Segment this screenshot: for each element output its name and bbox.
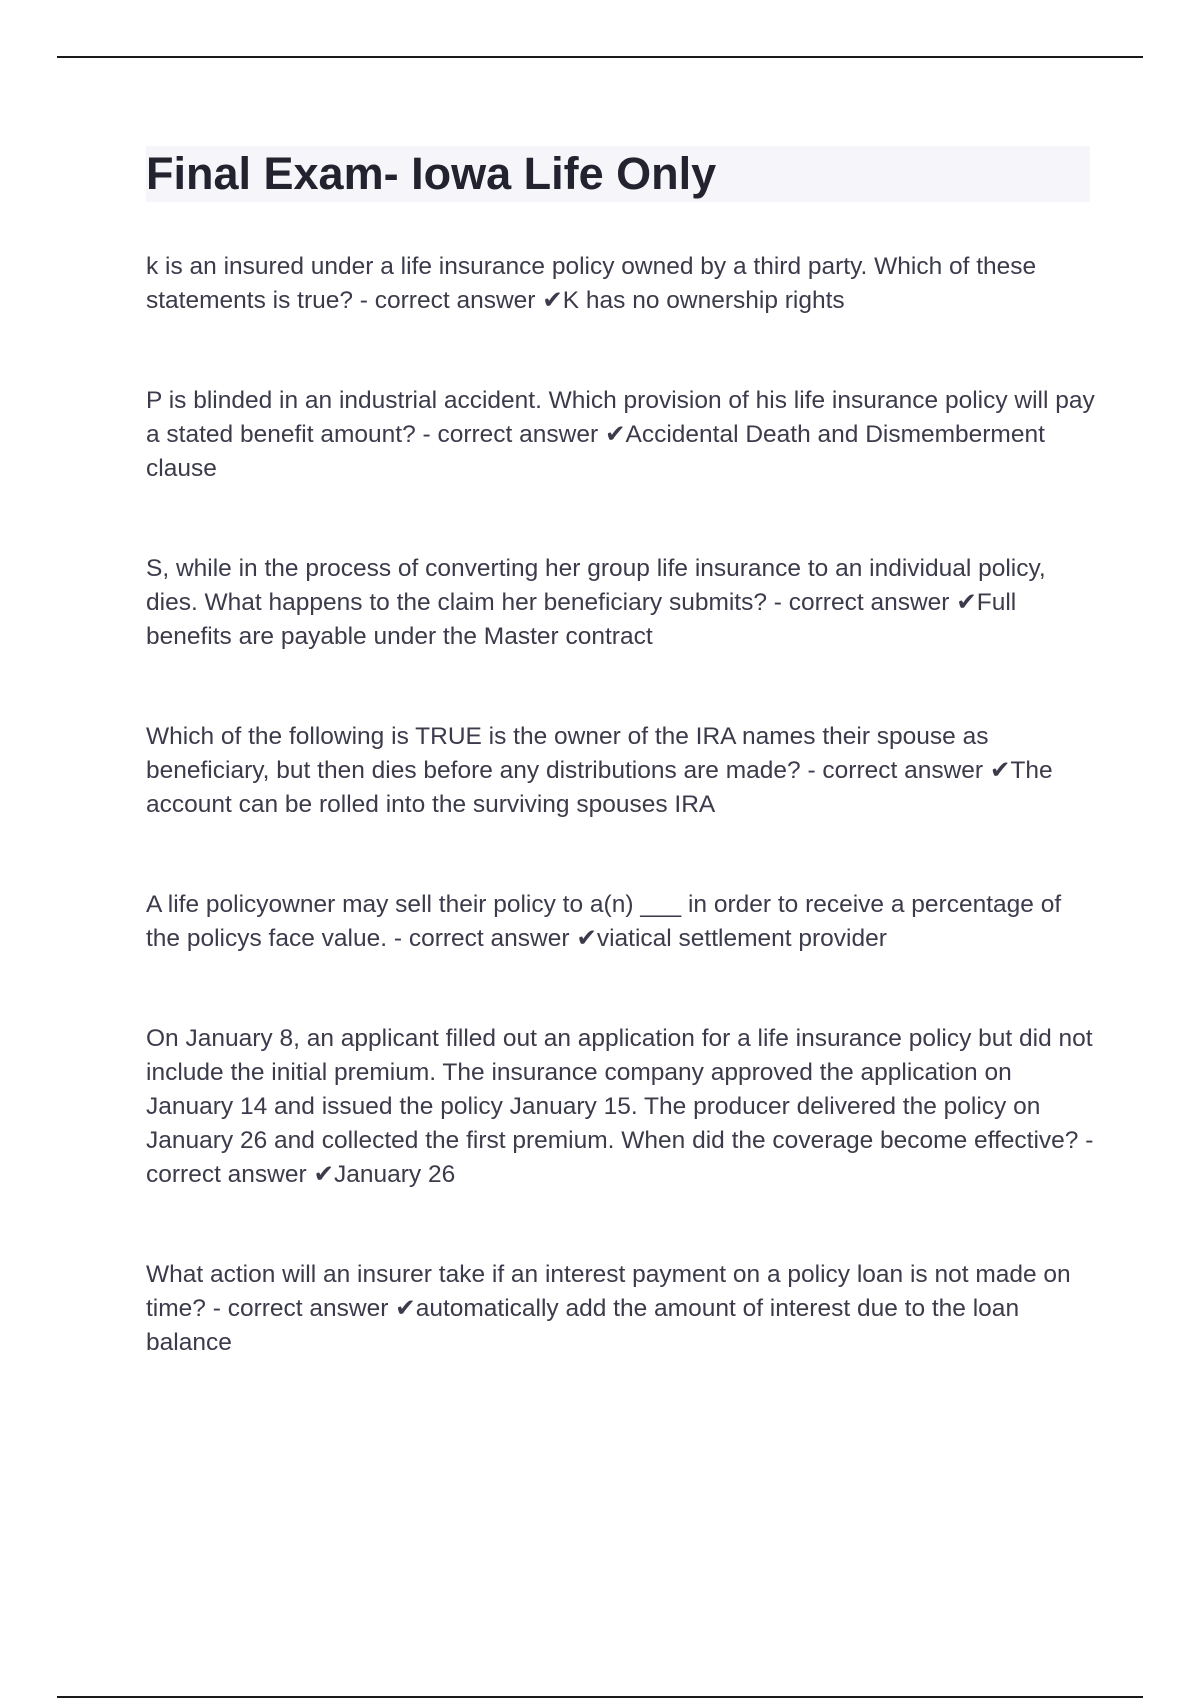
qa-list <box>146 250 1096 1360</box>
answer-text: Accidental Death and Dismemberment clause <box>146 421 1045 482</box>
check-icon: ✔ <box>956 589 977 616</box>
answer-separator: - correct answer <box>387 925 577 952</box>
answer-text: The account can be rolled into the surviving spouses IRA <box>146 757 1053 818</box>
answer-text: Full benefits are payable under the Master contract <box>146 589 1017 650</box>
qa-item <box>146 888 1096 956</box>
answer-text: K has no ownership rights <box>562 287 845 314</box>
answer-separator: - correct answer <box>205 1295 396 1322</box>
bottom-rule <box>57 1696 1143 1698</box>
question-text: k is an insured under a life insurance policy owned by a third party. Which of these statements is true? <box>146 253 1037 314</box>
answer-separator: - correct answer <box>766 589 957 616</box>
check-icon: ✔ <box>576 925 597 952</box>
question-text: On January 8, an applicant filled out an application for a life insurance policy but did not include the initial premium. The insurance company approved the application on January 14 and issued the policy January 15. The producer delivered the policy on January 26 and collected the first premium. When did the coverage become effective? <box>146 1025 1093 1154</box>
question-text: S, while in the process of converting her group life insurance to an individual policy, dies. What happens to the claim her beneficiary submits? <box>146 555 1046 616</box>
answer-separator: - correct answer <box>352 287 543 314</box>
check-icon: ✔ <box>313 1161 334 1188</box>
qa-item <box>146 552 1096 654</box>
check-icon: ✔ <box>542 287 563 314</box>
answer-text: January 26 <box>334 1161 456 1188</box>
answer-text: viatical settlement provider <box>596 925 887 952</box>
page-title: Final Exam- Iowa Life Only <box>146 148 717 199</box>
top-rule <box>57 56 1143 58</box>
answer-text: automatically add the amount of interest due to the loan balance <box>146 1295 1020 1356</box>
answer-separator: - correct answer <box>800 757 990 784</box>
question-text: Which of the following is TRUE is the owner of the IRA names their spouse as beneficiary, but then dies before any distributions are made? <box>146 723 989 784</box>
qa-item <box>146 1022 1096 1192</box>
question-text: What action will an insurer take if an interest payment on a policy loan is not made on time? <box>146 1261 1071 1322</box>
answer-separator: - correct answer <box>146 1127 1094 1188</box>
answer-separator: - correct answer <box>415 421 605 448</box>
question-text: P is blinded in an industrial accident. Which provision of his life insurance policy will pay a stated benefit amount? <box>146 387 1095 448</box>
qa-item <box>146 384 1096 486</box>
check-icon: ✔ <box>989 757 1011 784</box>
check-icon: ✔ <box>395 1295 416 1322</box>
qa-item <box>146 720 1096 822</box>
question-text: A life policyowner may sell their policy to a(n) ___ in order to receive a percentage of the policys face value. <box>146 891 1062 952</box>
qa-item <box>146 1258 1096 1360</box>
check-icon: ✔ <box>604 421 626 448</box>
qa-item <box>146 250 1096 318</box>
